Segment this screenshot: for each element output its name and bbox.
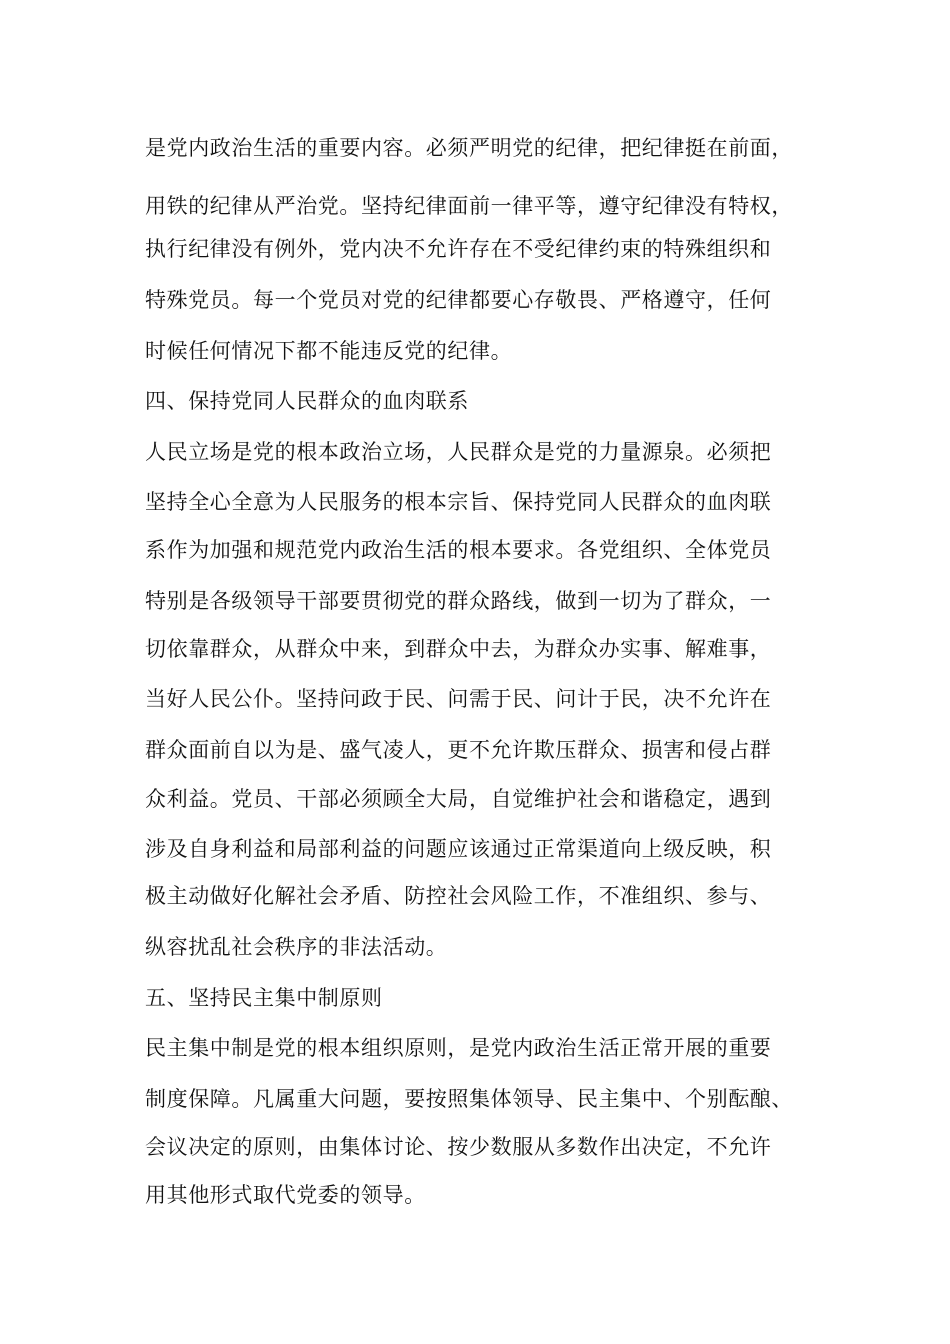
paragraph-line: 系作为加强和规范党内政治生活的根本要求。各党组织、全体党员 xyxy=(145,538,772,562)
paragraph-line: 会议决定的原则，由集体讨论、按少数服从多数作出决定，不允许 xyxy=(145,1135,772,1159)
paragraph-line: 制度保障。凡属重大问题，要按照集体领导、民主集中、个别酝酿、 xyxy=(145,1087,793,1111)
paragraph-line: 极主动做好化解社会矛盾、防控社会风险工作，不准组织、参与、 xyxy=(145,884,772,908)
paragraph-line: 用其他形式取代党委的领导。 xyxy=(145,1183,426,1207)
paragraph-line: 人民立场是党的根本政治立场，人民群众是党的力量源泉。必须把 xyxy=(145,440,772,464)
section-heading: 五、坚持民主集中制原则 xyxy=(145,986,383,1010)
section-heading: 四、保持党同人民群众的血肉联系 xyxy=(145,389,469,413)
paragraph-line: 涉及自身利益和局部利益的问题应该通过正常渠道向上级反映，积 xyxy=(145,837,772,861)
paragraph-line: 切依靠群众，从群众中来，到群众中去，为群众办实事、解难事， xyxy=(145,637,772,661)
paragraph-line: 特别是各级领导干部要贯彻党的群众路线，做到一切为了群众，一 xyxy=(145,589,772,613)
paragraph-line: 当好人民公仆。坚持问政于民、问需于民、问计于民，决不允许在 xyxy=(145,687,772,711)
paragraph-line: 执行纪律没有例外，党内决不允许存在不受纪律约束的特殊组织和 xyxy=(145,237,772,261)
paragraph-line: 用铁的纪律从严治党。坚持纪律面前一律平等，遵守纪律没有特权， xyxy=(145,194,793,218)
paragraph-line: 纵容扰乱社会秩序的非法活动。 xyxy=(145,935,448,959)
paragraph-line: 特殊党员。每一个党员对党的纪律都要心存敬畏、严格遵守，任何 xyxy=(145,288,772,312)
paragraph-line: 民主集中制是党的根本组织原则，是党内政治生活正常开展的重要 xyxy=(145,1036,772,1060)
paragraph-line: 时候任何情况下都不能违反党的纪律。 xyxy=(145,339,513,363)
paragraph-line: 是党内政治生活的重要内容。必须严明党的纪律，把纪律挺在前面， xyxy=(145,136,793,160)
paragraph-line: 坚持全心全意为人民服务的根本宗旨、保持党同人民群众的血肉联 xyxy=(145,490,772,514)
paragraph-line: 群众面前自以为是、盛气凌人，更不允许欺压群众、损害和侵占群 xyxy=(145,738,772,762)
paragraph-line: 众利益。党员、干部必须顾全大局，自觉维护社会和谐稳定，遇到 xyxy=(145,787,772,811)
